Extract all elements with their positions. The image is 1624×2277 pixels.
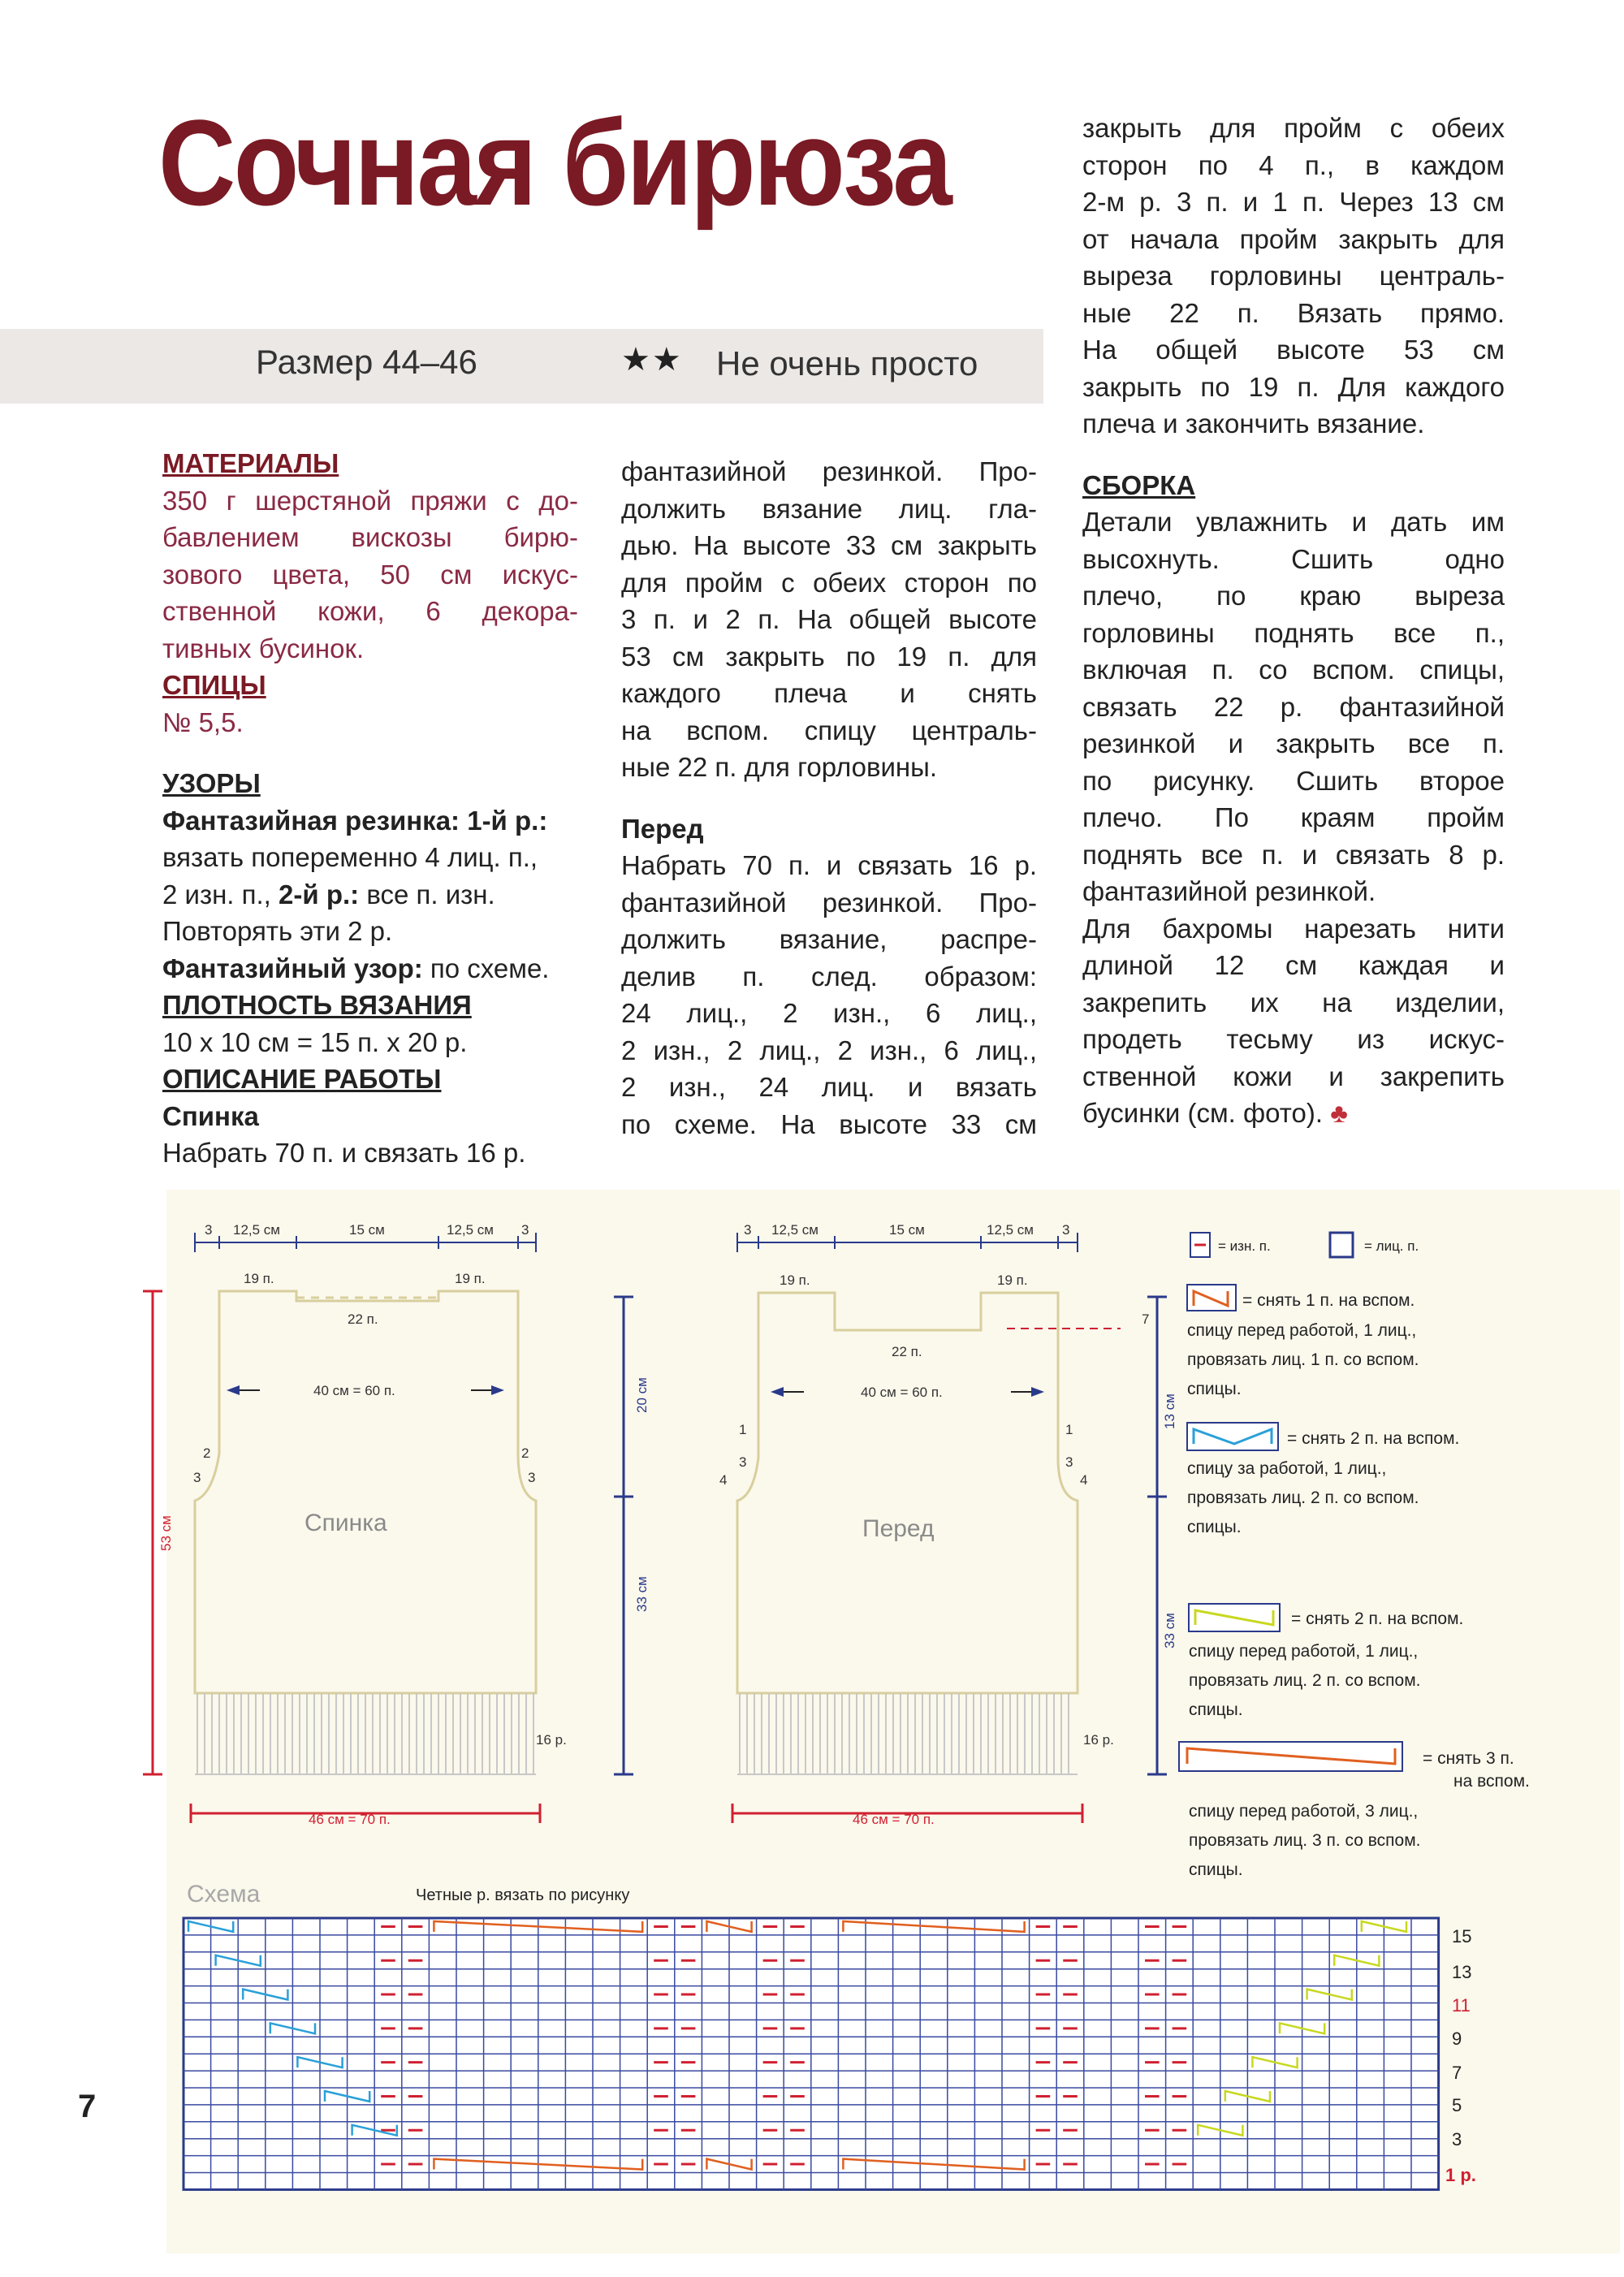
fringe-line: Для бахромы нарезать нити [1082, 913, 1505, 944]
legend-purl: = изн. п. [1218, 1238, 1271, 1254]
back-text-line: 53 см закрыть по 19 п. для [621, 641, 1037, 672]
assembly-line: фантазийной резинкой. [1082, 876, 1376, 906]
back-text-line: фантазийной резинкой. Про- [621, 456, 1037, 486]
back-shoulder-r-count: 19 п. [455, 1271, 486, 1286]
front-cont-line: сторон по 4 п., в каждом [1082, 149, 1505, 180]
assembly-heading: СБОРКА [1082, 469, 1196, 500]
needles-heading: СПИЦЫ [162, 670, 266, 700]
front-arm-l-3: 3 [739, 1454, 747, 1470]
front-cont-line: 2-м р. 3 п. и 1 п. Через 13 см [1082, 187, 1505, 217]
front-neck-count: 22 п. [892, 1344, 922, 1359]
legend-c2b-line: спицы. [1187, 1518, 1242, 1536]
front-width-label: 40 см = 60 п. [861, 1385, 943, 1400]
row-num-15: 15 [1452, 1926, 1472, 1946]
fancy-pattern-line: Фантазийный узор: по схеме. [162, 953, 550, 983]
front-text-line: фантазийной резинкой. Про- [621, 887, 1037, 918]
front-arm-l-1: 1 [739, 1422, 747, 1437]
legend-c2b-line: провязать лиц. 2 п. со вспом. [1187, 1488, 1419, 1507]
fringe-line: длиной 12 см каждая и [1082, 950, 1505, 980]
rib-line: 2 изн. п., 2-й р.: все п. изн. [162, 879, 495, 910]
row-num-13: 13 [1452, 1962, 1472, 1982]
materials-line: зового цвета, 50 см искус- [162, 559, 578, 590]
legend-c1-line: провязать лиц. 1 п. со вспом. [1187, 1350, 1419, 1369]
assembly-line: горловины поднять все п., [1082, 617, 1505, 648]
back-arm-r-2: 2 [521, 1445, 529, 1461]
front-rib-label: 16 р. [1083, 1732, 1114, 1748]
back-piece-label: Спинка [304, 1510, 387, 1536]
rib-line: Повторять эти 2 р. [162, 916, 393, 946]
right-dims [1142, 1297, 1177, 1774]
legend [1179, 1233, 1530, 1879]
rib-line: вязать попеременно 4 лиц. п., [162, 842, 538, 872]
row-num-1: 1 р. [1445, 2165, 1476, 2185]
rib-label: Фантазийная резинка: 1-й р.: [162, 805, 548, 836]
back-line: Набрать 70 п. и связать 16 р. [162, 1138, 526, 1168]
front-dim-3-left: 3 [744, 1222, 752, 1238]
difficulty-stars: ★★ [621, 342, 683, 378]
front-dim-3-right: 3 [1062, 1222, 1070, 1238]
legend-c1-line: спицу перед работой, 1 лиц., [1187, 1321, 1417, 1340]
back-shoulder-l-count: 19 п. [244, 1271, 274, 1286]
legend-knit: = лиц. п. [1364, 1238, 1419, 1254]
front-dim-shoulder-l: 12,5 см [771, 1222, 818, 1238]
back-text-line: на вспом. спицу централь- [621, 715, 1037, 745]
back-arm-l-2: 2 [203, 1445, 211, 1461]
patterns-heading: УЗОРЫ [162, 768, 261, 798]
mid-upper-label: 20 см [634, 1377, 650, 1413]
materials-line: ственной кожи, 6 декора- [162, 596, 578, 626]
chart-note: Четные р. вязать по рисунку [416, 1886, 630, 1904]
front-dim-neck: 15 см [889, 1222, 925, 1238]
legend-c3-line: провязать лиц. 3 п. со вспом. [1189, 1831, 1421, 1850]
back-labels [143, 1222, 567, 1827]
front-arm-r-1: 1 [1065, 1422, 1073, 1437]
density-text: 10 x 10 см = 15 п. x 20 р. [162, 1026, 468, 1057]
back-rib-label: 16 р. [536, 1732, 567, 1748]
back-rib [195, 1693, 536, 1774]
assembly-line: связать 22 р. фантазийной [1082, 691, 1505, 722]
front-text-line: 2 изн., 24 лиц. и вязать [621, 1072, 1037, 1102]
back-text-line: для пройм с обеих сторон по [621, 567, 1037, 598]
back-height-label: 53 см [158, 1515, 174, 1551]
materials-line: бавлением вискозы бирю- [162, 522, 578, 552]
back-width-label: 40 см = 60 п. [313, 1383, 395, 1398]
assembly-line: включая п. со вспом. спицы, [1082, 655, 1505, 685]
mid-lower-label: 33 см [634, 1576, 650, 1612]
row-num-3: 3 [1452, 2129, 1462, 2150]
right-dim-upper: 13 см [1162, 1393, 1177, 1429]
front-text-line: 24 лиц., 2 изн., 6 лиц., [621, 998, 1037, 1028]
front-rib [737, 1693, 1078, 1774]
assembly-line: Детали увлажнить и дать им [1082, 507, 1505, 537]
back-heading: Спинка [162, 1100, 259, 1131]
chart-title: Схема [187, 1881, 261, 1908]
assembly-line: поднять все п. и связать 8 р. [1082, 839, 1505, 870]
front-dim-shoulder-r: 12,5 см [987, 1222, 1034, 1238]
front-shoulder-l-count: 19 п. [780, 1272, 810, 1288]
back-text-line: ные 22 п. для горловины. [621, 752, 938, 782]
page-title: Сочная бирюза [158, 94, 951, 231]
right-dim-lower: 33 см [1162, 1613, 1177, 1648]
back-arm-l-3: 3 [193, 1470, 201, 1485]
right-dim-7: 7 [1142, 1311, 1150, 1327]
assembly-line: по рисунку. Сшить второе [1082, 765, 1505, 796]
back-text-line: каждого плеча и снять [621, 678, 1037, 708]
fringe-line: продеть тесьму из искус- [1082, 1024, 1505, 1054]
chart-grid [184, 1918, 1439, 2189]
legend-c1-line: спицы. [1187, 1380, 1242, 1398]
back-dim-neck: 15 см [349, 1222, 385, 1238]
front-cont-line: закрыть для пройм с обеих [1082, 113, 1505, 143]
row-num-9: 9 [1452, 2029, 1462, 2049]
front-text-line: по схеме. На высоте 33 см [621, 1108, 1037, 1139]
assembly-line: плечо, по краю выреза [1082, 581, 1505, 611]
front-heading: Перед [621, 813, 704, 844]
needles-text: № 5,5. [162, 706, 244, 737]
cable-2-back-symbol [1187, 1423, 1278, 1450]
front-cont-line: ные 22 п. Вязать прямо. [1082, 297, 1505, 328]
knit-symbol [1330, 1233, 1353, 1257]
legend-c3-line: спицу перед работой, 3 лиц., [1189, 1802, 1419, 1821]
front-arm-l-4: 4 [719, 1472, 728, 1488]
legend-c3-line: спицы. [1189, 1860, 1243, 1879]
assembly-line: высохнуть. Сшить одно [1082, 543, 1505, 574]
size-label: Размер 44–46 [256, 343, 477, 381]
back-text-line: должить вязание лиц. гла- [621, 493, 1037, 524]
back-schematic [195, 1291, 536, 1693]
back-dim-3-right: 3 [521, 1222, 529, 1238]
front-arm-r-4: 4 [1080, 1472, 1088, 1488]
legend-c3-line: = снять 3 п. [1423, 1749, 1514, 1768]
legend-c2f-line: спицы. [1189, 1700, 1243, 1719]
back-dim-3-left: 3 [205, 1222, 213, 1238]
materials-line: тивных бусинок. [162, 633, 365, 663]
back-arm-r-3: 3 [528, 1470, 536, 1485]
front-piece-label: Перед [862, 1515, 935, 1542]
back-dim-shoulder-r: 12,5 см [447, 1222, 494, 1238]
fringe-line: закрепить их на изделии, [1082, 987, 1505, 1018]
front-labels [719, 1222, 1121, 1827]
legend-c2f-line: провязать лиц. 2 п. со вспом. [1189, 1671, 1421, 1690]
legend-c2f-line: = снять 2 п. на вспом. [1291, 1609, 1464, 1628]
legend-c2f-line: спицу перед работой, 1 лиц., [1189, 1642, 1419, 1661]
difficulty-label: Не очень просто [716, 344, 978, 382]
legend-c2b-line: = снять 2 п. на вспом. [1287, 1429, 1460, 1448]
back-dim-shoulder-l: 12,5 см [233, 1222, 280, 1238]
front-bottom-label: 46 см = 70 п. [853, 1812, 935, 1827]
front-shoulder-r-count: 19 п. [997, 1272, 1028, 1288]
row-num-11: 11 [1452, 1995, 1471, 2016]
back-text-line: 3 п. и 2 п. На общей высоте [621, 604, 1037, 634]
page-number: 7 [78, 2089, 97, 2124]
middle-dims [614, 1297, 650, 1774]
front-text-line: 2 изн., 2 лиц., 2 изн., 6 лиц., [621, 1035, 1037, 1065]
front-text-line: делив п. след. образом: [621, 961, 1037, 992]
materials-heading: МАТЕРИАЛЫ [162, 448, 339, 478]
legend-c2b-line: спицу за работой, 1 лиц., [1187, 1459, 1387, 1478]
front-arm-r-3: 3 [1065, 1454, 1073, 1470]
front-cont-line: плеча и закончить вязание. [1082, 408, 1425, 439]
assembly-line: резинкой и закрыть все п. [1082, 728, 1505, 758]
density-heading: ПЛОТНОСТЬ ВЯЗАНИЯ [162, 990, 472, 1020]
front-cont-line: от начала пройм закрыть для [1082, 223, 1505, 254]
club-icon: ♣ [1330, 1098, 1348, 1128]
front-cont-line: На общей высоте 53 см [1082, 335, 1505, 365]
legend-c1-line: = снять 1 п. на вспом. [1242, 1291, 1415, 1310]
row-num-5: 5 [1452, 2095, 1462, 2115]
fringe-line: ственной кожи и закрепить [1082, 1061, 1505, 1091]
back-text-line: дью. На высоте 33 см закрыть [621, 530, 1037, 560]
back-outline [195, 1291, 536, 1693]
description-heading: ОПИСАНИЕ РАБОТЫ [162, 1064, 442, 1094]
fringe-line: бусинки (см. фото). ♣ [1082, 1098, 1348, 1128]
back-bottom-label: 46 см = 70 п. [309, 1812, 391, 1827]
chart-row-numbers [1445, 1926, 1476, 2185]
row-num-7: 7 [1452, 2063, 1462, 2083]
back-neck-count: 22 п. [348, 1311, 378, 1327]
legend-c3-line: на вспом. [1453, 1772, 1530, 1791]
front-text-line: Набрать 70 п. и связать 16 р. [621, 850, 1037, 880]
front-cont-line: выреза горловины централь- [1082, 261, 1505, 291]
assembly-line: плечо. По краям пройм [1082, 802, 1505, 832]
front-text-line: должить вязание, распре- [621, 924, 1037, 954]
materials-line: 350 г шерстяной пряжи с до- [162, 485, 578, 516]
front-cont-line: закрыть по 19 п. Для каждого [1082, 371, 1505, 402]
